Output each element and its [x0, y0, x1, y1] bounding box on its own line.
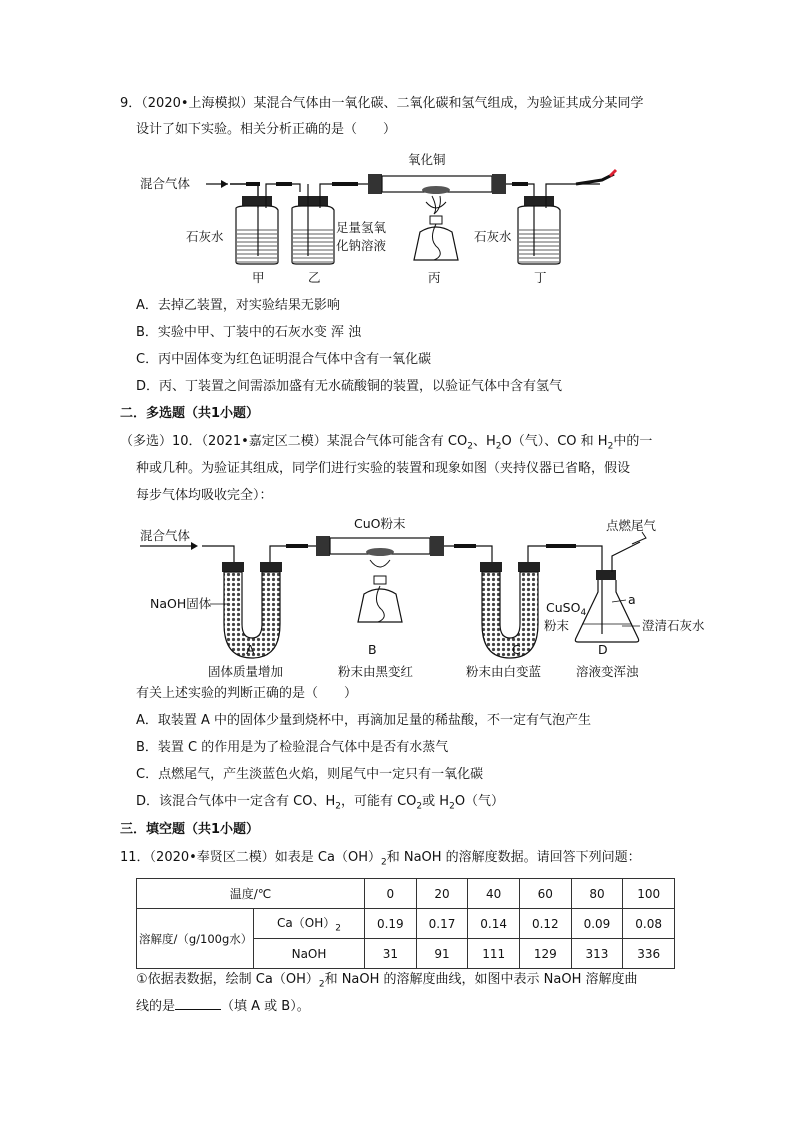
- q9-label-naoh-1: 足量氢氧: [336, 220, 387, 235]
- q11-sub1-line1: ①依据表数据，绘制 $Ca(OH)_2$和 NaOH 的溶解度曲线，如图中表示 NaOH 溶解度曲: [136, 972, 638, 990]
- q10-label-burn: 点燃尾气: [606, 518, 657, 533]
- q10-flask-d: [575, 532, 646, 642]
- q10-label-limewater: 澄清石灰水: [642, 618, 705, 633]
- q9-bottle-ding: [518, 192, 560, 264]
- naoh-value-cell: 336: [623, 939, 675, 969]
- q10-option-b: B．装置 C 的作用是为了检验混合气体中是否有水蒸气: [136, 740, 449, 755]
- q10-label-cuso4: CuSO$_4$: [546, 600, 587, 618]
- q10-option-d: D．该混合气体中一定含有 CO、$H_2$，可能有 $CO_2$或 $H_2O$（气）: [136, 794, 505, 812]
- caoh-value-cell: 0.09: [571, 909, 623, 939]
- q9-stem-line1: 9．（2020•上海模拟）某混合气体由一氧化碳、二氧化碳和氢气组成，为验证其成分某同学: [120, 96, 644, 111]
- temp-cell: 0: [365, 879, 417, 909]
- q9-label-naoh-2: 化钠溶液: [336, 238, 387, 253]
- q9-label-ding: 丁: [534, 270, 547, 285]
- q9-option-c: C．丙中固体变为红色证明混合气体中含有一氧化碳: [136, 352, 432, 367]
- q9-outlet-tube: [576, 174, 614, 184]
- q9-bottle-yi: [292, 192, 334, 264]
- q9-apparatus-svg: [136, 148, 636, 290]
- naoh-value-cell: 313: [571, 939, 623, 969]
- naoh-value-cell: 111: [468, 939, 520, 969]
- q11-stem: 11．（2020•奉贤区二模）如表是 $Ca(OH)_2$和 NaOH 的溶解度数据。请回答下列问题：: [120, 850, 641, 868]
- naoh-value-cell: 31: [365, 939, 417, 969]
- q10-obs-B: 粉末由黑变红: [338, 664, 414, 679]
- q10-label-inlet: 混合气体: [140, 528, 191, 543]
- section-3-heading: 三．填空题（共1小题）: [120, 822, 260, 837]
- q9-stem-line2: 设计了如下实验。相关分析正确的是（ ）: [136, 122, 397, 137]
- temp-cell: 80: [571, 879, 623, 909]
- q10-label-cuo: CuO粉末: [354, 516, 406, 531]
- naoh-value-cell: 91: [416, 939, 468, 969]
- q10-combustion-tube-b: [316, 536, 444, 622]
- q10-label-powder: 粉末: [544, 618, 570, 633]
- temp-header-cell: 温度/℃: [137, 879, 365, 909]
- q9-label-yi: 乙: [308, 270, 321, 285]
- q9-label-inlet: 混合气体: [140, 176, 191, 191]
- q9-option-a: A．去掉乙装置，对实验结果无影响: [136, 298, 340, 313]
- q9-label-jia: 甲: [252, 270, 265, 285]
- q9-option-d: D．丙、丁装置之间需添加盛有无水硫酸铜的装置，以验证气体中含有氢气: [136, 379, 563, 394]
- solubility-header-cell: 溶解度/（g/100g水）: [137, 909, 254, 969]
- q10-obs-D: 溶液变浑浊: [576, 664, 639, 679]
- q9-label-bing: 丙: [428, 270, 441, 285]
- temp-cell: 40: [468, 879, 520, 909]
- naoh-label-cell: NaOH: [254, 939, 365, 969]
- answer-blank[interactable]: [175, 997, 221, 1010]
- q10-option-a: A．取装置 A 中的固体少量到烧杯中，再滴加足量的稀盐酸，不一定有气泡产生: [136, 713, 592, 728]
- table-row: [137, 909, 675, 939]
- q10-stem-line3: 每步气体均吸收完全）：: [136, 488, 273, 503]
- q10-label-a: a: [628, 592, 636, 607]
- q10-obs-A: 固体质量增加: [208, 664, 284, 679]
- q10-apparatus-diagram: [136, 512, 716, 684]
- q10-label-C: C: [512, 642, 521, 657]
- temp-cell: 60: [519, 879, 571, 909]
- naoh-value-cell: 129: [519, 939, 571, 969]
- q9-outlet-flame: [610, 170, 616, 176]
- caoh-value-cell: 0.19: [365, 909, 417, 939]
- caoh-value-cell: 0.12: [519, 909, 571, 939]
- q10-label-naoh: NaOH固体: [150, 596, 212, 611]
- caoh-value-cell: 0.17: [416, 909, 468, 939]
- q10-question: 有关上述实验的判断正确的是（ ）: [136, 686, 358, 701]
- q10-stem-line1: （多选）10．（2021•嘉定区二模）某混合气体可能含有 $CO_2$、$H_2O$（气）、CO 和 $H_2$中的一: [120, 434, 653, 452]
- q9-label-lime-left: 石灰水: [186, 229, 224, 244]
- table-row: [137, 879, 675, 909]
- q10-obs-C: 粉末由白变蓝: [466, 664, 542, 679]
- q9-arrow-head: [221, 180, 228, 188]
- section-2-heading: 二．多选题（共1小题）: [120, 406, 260, 421]
- q9-label-lime-right: 石灰水: [474, 229, 512, 244]
- q9-combustion-tube: [368, 174, 506, 194]
- q10-option-c: C．点燃尾气，产生淡蓝色火焰，则尾气中一定只有一氧化碳: [136, 767, 484, 782]
- caoh-value-cell: 0.14: [468, 909, 520, 939]
- q11-sub1-line2: 线的是 （填 A 或 B）。: [136, 999, 310, 1014]
- temp-cell: 20: [416, 879, 468, 909]
- q10-apparatus-svg: [136, 512, 716, 684]
- temp-cell: 100: [623, 879, 675, 909]
- q10-label-A: A: [246, 642, 255, 657]
- solubility-table: [136, 878, 675, 969]
- caoh-value-cell: 0.08: [623, 909, 675, 939]
- q10-stem-line2: 种或几种。为验证其组成，同学们进行实验的装置和现象如图（夹持仪器已省略，假设: [136, 461, 631, 476]
- q9-option-b: B．实验中甲、丁装中的石灰水变 浑 浊: [136, 325, 362, 340]
- q10-u-tube-c: [480, 562, 540, 658]
- q10-label-B: B: [368, 642, 377, 657]
- caoh-label-cell: $Ca(OH)_2$: [254, 909, 365, 939]
- q9-bottle-jia: [236, 192, 278, 264]
- q9-label-tube: 氧化铜: [408, 152, 446, 167]
- q9-alcohol-lamp: [414, 196, 458, 260]
- q10-label-D: D: [598, 642, 608, 657]
- q9-apparatus-diagram: [136, 148, 636, 290]
